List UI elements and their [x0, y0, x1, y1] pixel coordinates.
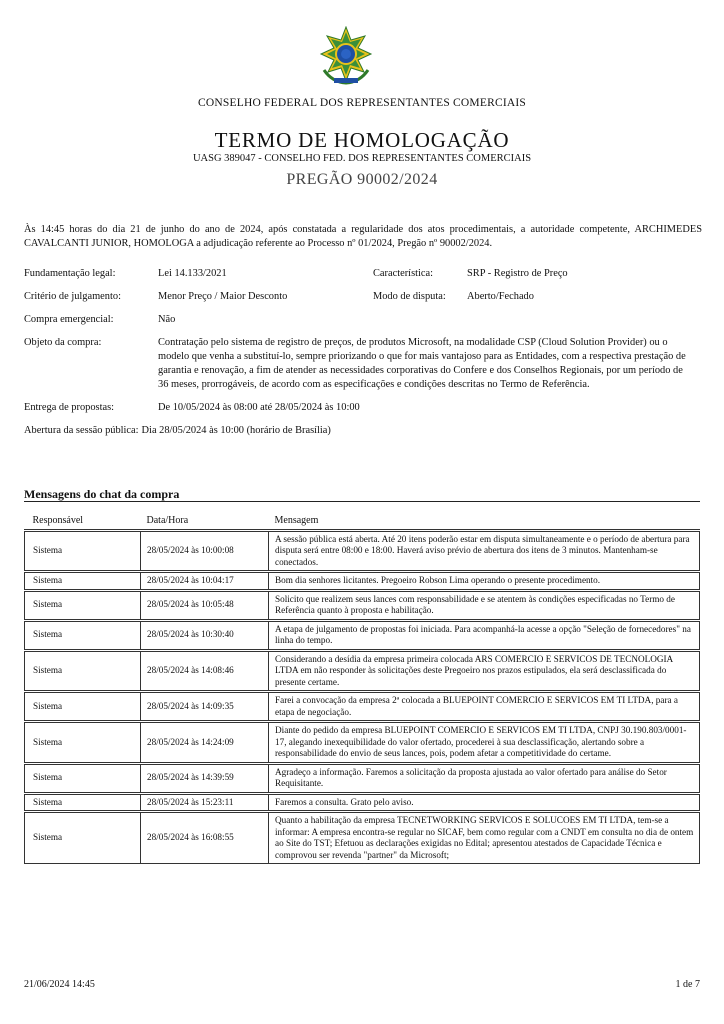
- organization-name: CONSELHO FEDERAL DOS REPRESENTANTES COMERCIAIS: [198, 97, 526, 109]
- objeto-label: Objeto da compra:: [24, 337, 102, 348]
- table-row: [25, 812, 700, 864]
- modo-label: Modo de disputa:: [373, 291, 446, 302]
- coat-of-arms-icon: [318, 26, 374, 86]
- info-row-criterio: [24, 290, 704, 304]
- cell-datahora: 28/05/2024 às 15:23:11: [141, 793, 269, 812]
- chat-table-header: [25, 513, 700, 530]
- cell-datahora: 28/05/2024 às 14:39:59: [141, 763, 269, 793]
- abertura-value: Dia 28/05/2024 às 10:00 (horário de Brasília): [141, 425, 331, 436]
- cell-responsavel: Sistema: [25, 812, 141, 864]
- table-row: [25, 530, 700, 572]
- uasg-line: UASG 389047 - CONSELHO FED. DOS REPRESENTANTES COMERCIAIS: [192, 153, 532, 164]
- objeto-value: Contratação pelo sistema de registro de preços, de produtos Microsoft, na modalidade CSP (Cloud Solution Provider) ou o modelo que venha a substituí-lo, sempre priorizando o que for mais vantajoso para as Entidades, com a respectiva prestação de garantia e renovação, a fim de atender as necessidades corporativas do Confere e dos Conselhos Regionais, por um período de 36 meses, prorrogáveis, de acordo com as especificações e condições descritas no Termo de Referência.: [158, 337, 686, 390]
- cell-mensagem: Bom dia senhores licitantes. Pregoeiro Robson Lima operando o presente procedimento.: [269, 572, 700, 591]
- info-row-fundamentacao: [24, 267, 704, 281]
- column-header-datahora: Data/Hora: [141, 513, 269, 530]
- cell-responsavel: Sistema: [25, 620, 141, 650]
- cell-datahora: 28/05/2024 às 10:30:40: [141, 620, 269, 650]
- table-row: [25, 590, 700, 620]
- cell-datahora: 28/05/2024 às 10:00:08: [141, 530, 269, 572]
- column-header-mensagem: Mensagem: [269, 513, 700, 530]
- table-row: [25, 793, 700, 812]
- footer-datetime: 21/06/2024 14:45: [24, 979, 95, 990]
- column-header-responsavel: Responsável: [25, 513, 141, 530]
- entrega-value: De 10/05/2024 às 08:00 até 28/05/2024 às 10:00: [158, 402, 360, 413]
- fundamentacao-label: Fundamentação legal:: [24, 268, 116, 279]
- homologation-statement: Às 14:45 horas do dia 21 de junho do ano de 2024, após constatada a regularidade dos atos procedimentais, a autoridade competente, ARCHIMEDES CAVALCANTI JUNIOR, HOMOLOGA a adjudicação referente ao Processo nº 01/2024, Pregão nº 90002/2024.: [24, 224, 702, 249]
- section-divider: [24, 501, 700, 502]
- table-row: [25, 722, 700, 764]
- emergencial-value: Não: [158, 314, 176, 325]
- cell-mensagem: Quanto a habilitação da empresa TECNETWORKING SERVICOS E SOLUCOES EM TI LTDA, tem-se a informar: A empresa encontra-se regular no SICAF, bem como regular com a CNDT em consulta no dia de ontem ao Site do TST; Efetuou as declarações exigidas no Edital; apresentou atestados de Capacidade Técnica e comprovou ser revenda "partner" da Microsoft;: [269, 812, 700, 864]
- criterio-label: Critério de julgamento:: [24, 291, 121, 302]
- cell-responsavel: Sistema: [25, 530, 141, 572]
- cell-mensagem: Diante do pedido da empresa BLUEPOINT COMERCIO E SERVICOS EM TI LTDA, CNPJ 30.190.803/0001-17, alegando inexequibilidade do valor ofertado, procederei à sua desclassificação, alertando sobre a responsabilidade do envio de seus lances, pois, podem afetar a competitividade do certame.: [269, 722, 700, 764]
- info-row-emergencial: [24, 313, 704, 327]
- table-row: [25, 620, 700, 650]
- procurement-info: [24, 267, 704, 447]
- cell-mensagem: Solicito que realizem seus lances com responsabilidade e se atentem às condições especificadas no Termo de Referência quanto à proposta e habilitação.: [269, 590, 700, 620]
- cell-datahora: 28/05/2024 às 10:05:48: [141, 590, 269, 620]
- table-row: [25, 692, 700, 722]
- cell-responsavel: Sistema: [25, 692, 141, 722]
- table-row: [25, 650, 700, 692]
- info-row-entrega: [24, 401, 704, 415]
- abertura-label: Abertura da sessão pública:: [24, 425, 139, 436]
- cell-mensagem: A sessão pública está aberta. Até 20 itens poderão estar em disputa simultaneamente e o período de abertura para disputa será entre 08:00 e 18:00. Haverá aviso prévio de abertura dos itens de 3 minutos. Mantenham-se conectados.: [269, 530, 700, 572]
- criterio-value: Menor Preço / Maior Desconto: [158, 291, 288, 302]
- cell-datahora: 28/05/2024 às 14:08:46: [141, 650, 269, 692]
- caracteristica-label: Característica:: [373, 268, 433, 279]
- table-row: [25, 572, 700, 591]
- modo-value: Aberto/Fechado: [467, 291, 534, 302]
- cell-mensagem: Agradeço a informação. Faremos a solicitação da proposta ajustada ao valor ofertado para análise do Setor Requisitante.: [269, 763, 700, 793]
- fundamentacao-value: Lei 14.133/2021: [158, 268, 227, 279]
- cell-responsavel: Sistema: [25, 793, 141, 812]
- document-title: TERMO DE HOMOLOGAÇÃO: [214, 128, 510, 152]
- cell-mensagem: Considerando a desídia da empresa primeira colocada ARS COMERCIO E SERVICOS DE TECNOLOGIA LTDA em não responder às solicitações deste Pregoeiro nos prazos estipulados, ela será desclassificada do presente certame.: [269, 650, 700, 692]
- cell-datahora: 28/05/2024 às 14:24:09: [141, 722, 269, 764]
- info-row-abertura: [24, 424, 704, 438]
- cell-responsavel: Sistema: [25, 572, 141, 591]
- cell-responsavel: Sistema: [25, 590, 141, 620]
- chat-table: [24, 513, 700, 864]
- caracteristica-value: SRP - Registro de Preço: [467, 268, 568, 279]
- entrega-label: Entrega de propostas:: [24, 402, 115, 413]
- pregao-number: PREGÃO 90002/2024: [286, 171, 438, 188]
- cell-mensagem: Faremos a consulta. Grato pelo aviso.: [269, 793, 700, 812]
- cell-responsavel: Sistema: [25, 763, 141, 793]
- cell-mensagem: A etapa de julgamento de propostas foi iniciada. Para acompanhá-la acesse a opção "Seleção de fornecedores" na linha do tempo.: [269, 620, 700, 650]
- cell-responsavel: Sistema: [25, 722, 141, 764]
- cell-mensagem: Farei a convocação da empresa 2ª colocada a BLUEPOINT COMERCIO E SERVICOS EM TI LTDA, para a etapa de negociação.: [269, 692, 700, 722]
- cell-datahora: 28/05/2024 às 14:09:35: [141, 692, 269, 722]
- page-number: 1 de 7: [675, 979, 700, 990]
- table-row: [25, 763, 700, 793]
- info-row-objeto: [24, 336, 704, 392]
- cell-datahora: 28/05/2024 às 16:08:55: [141, 812, 269, 864]
- chat-section-title: Mensagens do chat da compra: [24, 487, 180, 501]
- cell-responsavel: Sistema: [25, 650, 141, 692]
- emergencial-label: Compra emergencial:: [24, 314, 114, 325]
- cell-datahora: 28/05/2024 às 10:04:17: [141, 572, 269, 591]
